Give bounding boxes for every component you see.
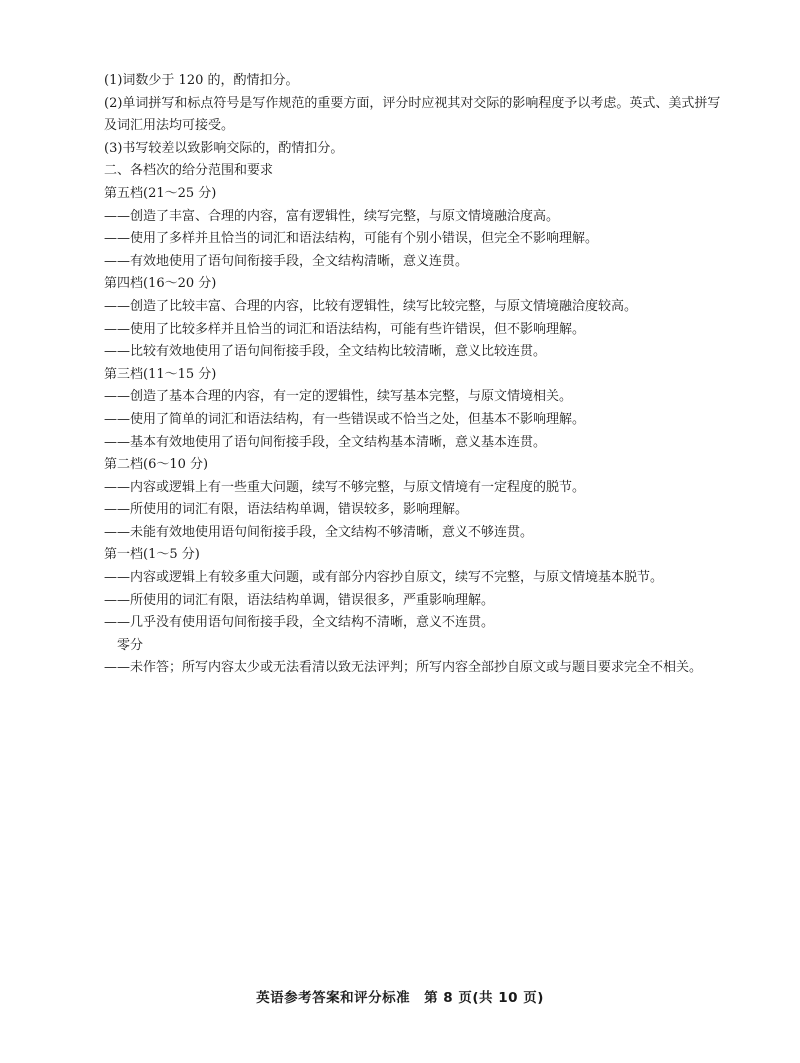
level-4-title: 第四档(16～20 分): [104, 276, 217, 292]
level-2-title: 第二档(6～10 分): [104, 457, 209, 473]
level-2-item-1: ——内容或逻辑上有一些重大问题，续写不够完整，与原文情境有一定程度的脱节。: [104, 479, 586, 495]
level-2-item-3: ——未能有效地使用语句间衔接手段，全文结构不够清晰，意义不够连贯。: [104, 524, 534, 540]
note-1: (1)词数少于 120 的，酌情扣分。: [104, 73, 299, 88]
level-3-item-3: ——基本有效地使用了语句间衔接手段，全文结构基本清晰，意义基本连贯。: [104, 434, 547, 450]
level-1-item-1: ——内容或逻辑上有较多重大问题，或有部分内容抄自原文，续写不完整，与原文情境基本脱节。: [104, 570, 664, 586]
level-4-item-2: ——使用了比较多样并且恰当的词汇和语法结构，可能有些许错误，但不影响理解。: [104, 321, 586, 337]
level-1-title: 第一档(1～5 分): [104, 547, 200, 563]
level-5-item-1: ——创造了丰富、合理的内容，富有逻辑性，续写完整，与原文情境融洽度高。: [104, 208, 560, 224]
zero-title: 零分: [117, 637, 144, 653]
level-5-title: 第五档(21～25 分): [104, 185, 217, 201]
section-title: 二、各档次的给分范围和要求: [104, 163, 274, 179]
level-5-item-3: ——有效地使用了语句间衔接手段，全文结构清晰，意义连贯。: [104, 253, 469, 269]
note-3: (3)书写较差以致影响交际的，酌情扣分。: [104, 140, 344, 156]
level-1-item-3: ——几乎没有使用语句间衔接手段，全文结构不清晰，意义不连贯。: [104, 615, 495, 631]
level-3-item-2: ——使用了简单的词汇和语法结构，有一些错误或不恰当之处，但基本不影响理解。: [104, 411, 586, 427]
page-footer: 英语参考答案和评分标准 第 8 页(共 10 页): [256, 990, 544, 1006]
zero-text: ——未作答；所写内容太少或无法看清以致无法评判；所写内容全部抄自原文或与题目要求完全不相关。: [104, 660, 703, 676]
note-2: (2)单词拼写和标点符号是写作规范的重要方面，评分时应视其对交际的影响程度予以考虑。英式、美式拼写及词汇用法均可接受。: [104, 95, 721, 134]
level-3-title: 第三档(11～15 分): [104, 366, 217, 382]
level-1-item-2: ——所使用的词汇有限，语法结构单调，错误很多，严重影响理解。: [104, 592, 495, 608]
level-4-item-1: ——创造了比较丰富、合理的内容，比较有逻辑性，续写比较完整，与原文情境融洽度较高。: [104, 298, 638, 314]
level-5-item-2: ——使用了多样并且恰当的词汇和语法结构，可能有个别小错误，但完全不影响理解。: [104, 231, 599, 247]
document-body: [104, 70, 730, 680]
level-2-item-2: ——所使用的词汇有限，语法结构单调，错误较多，影响理解。: [104, 502, 469, 518]
level-4-item-3: ——比较有效地使用了语句间衔接手段，全文结构比较清晰，意义比较连贯。: [104, 344, 547, 360]
level-3-item-1: ——创造了基本合理的内容，有一定的逻辑性，续写基本完整，与原文情境相关。: [104, 389, 573, 405]
